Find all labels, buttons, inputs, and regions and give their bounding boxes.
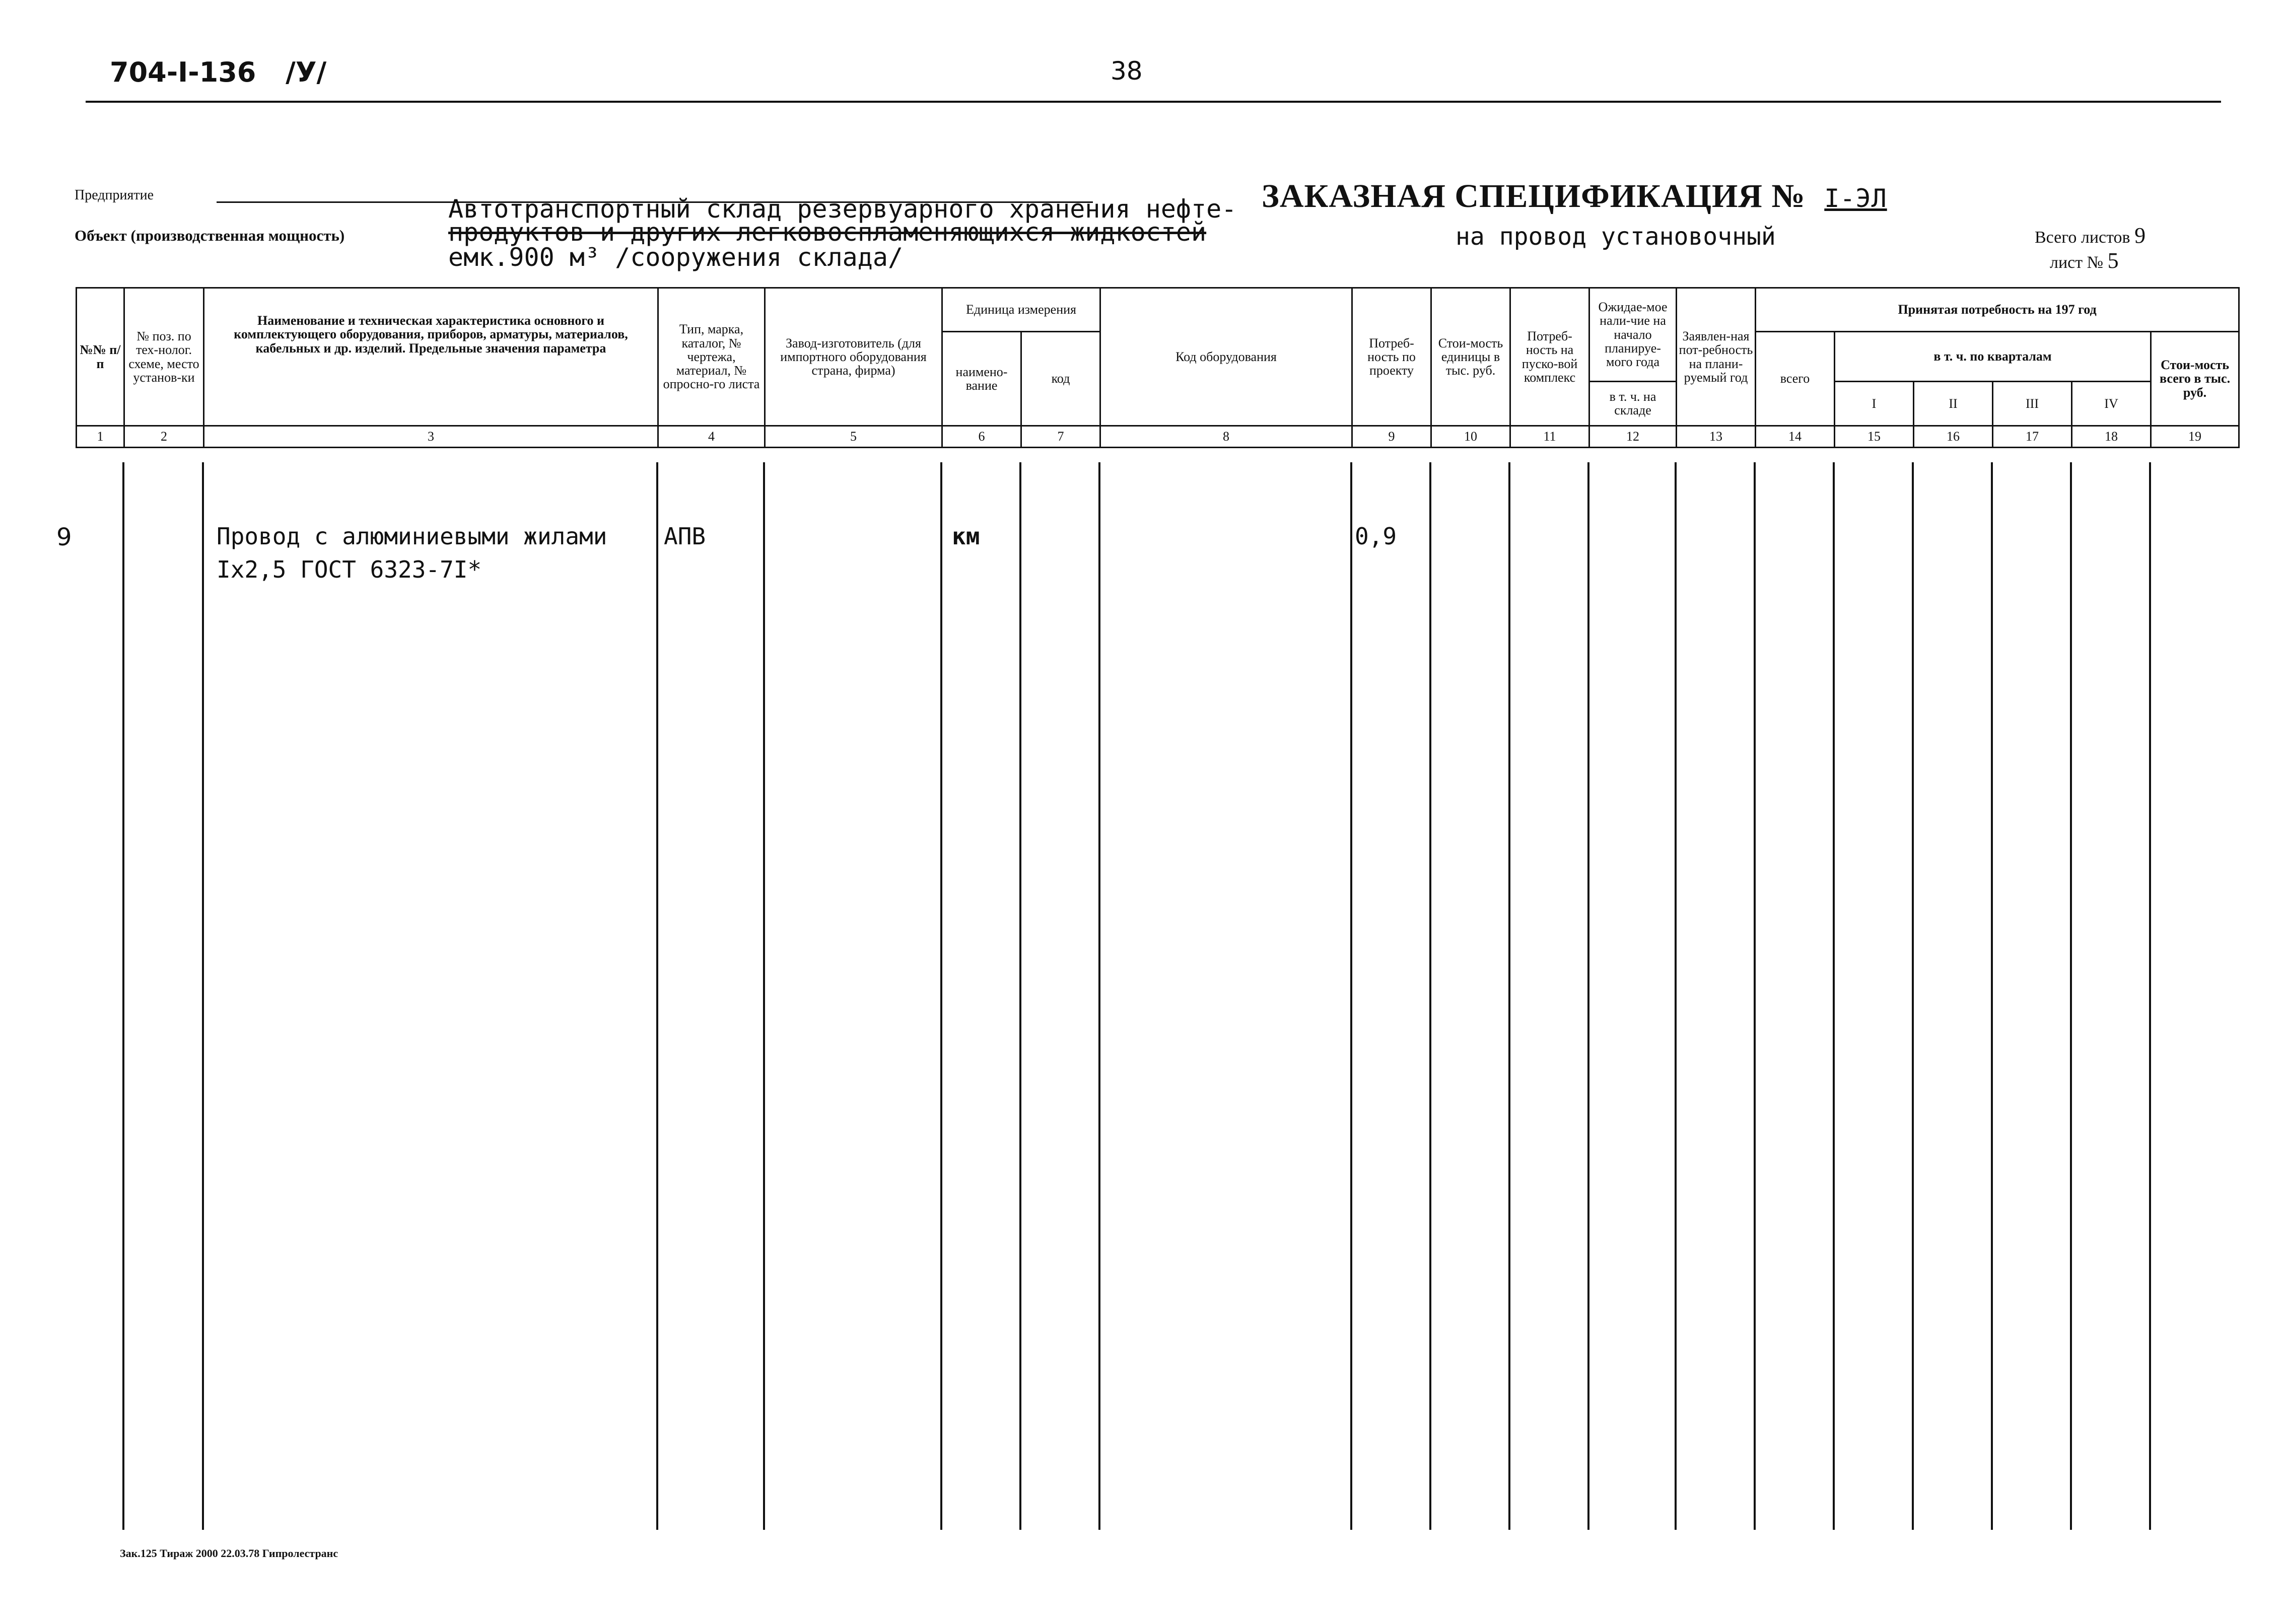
header-rule (86, 101, 2221, 103)
column-number: 1 (77, 426, 124, 448)
column-number: 17 (1993, 426, 2072, 448)
enterprise-label: Предприятие (75, 187, 154, 203)
col-header-3: Наименование и техническая характеристика основного и комплектующего оборудования, приборов, арматуры, материалов, кабельных и др. изделий. Предельные значения параметра (204, 288, 658, 426)
column-number: 4 (658, 426, 765, 448)
col-header-8: Код оборудования (1100, 288, 1352, 426)
column-number: 5 (765, 426, 942, 448)
quarters-group-header: в т. ч. по кварталам (1835, 332, 2151, 382)
item-need: 0,9 (1355, 523, 1397, 550)
document-part: /У/ (286, 56, 327, 88)
column-number: 10 (1431, 426, 1510, 448)
quarter-3-header: III (1993, 381, 2072, 426)
page-number: 38 (1111, 56, 1143, 86)
col-header-12-top: Ожидае-мое нали-чие на начало планируе-мого года (1589, 288, 1677, 382)
column-number: 16 (1914, 426, 1993, 448)
column-number: 14 (1756, 426, 1835, 448)
column-number: 3 (204, 426, 658, 448)
row-number: 9 (56, 523, 72, 551)
item-name-line-1: Провод с алюминиевыми жилами (217, 523, 607, 550)
item-name-line-2: Iх2,5 ГОСТ 6323-7I* (217, 556, 482, 583)
object-label: Объект (производственная мощность) (75, 227, 345, 244)
print-note: Зак.125 Тираж 2000 22.03.78 Гипролестранс (120, 1547, 338, 1560)
sheet-label: лист № (2050, 253, 2104, 272)
column-number: 6 (942, 426, 1021, 448)
col-header-6: наимено-вание (942, 332, 1021, 426)
spec-table-header (76, 287, 2240, 448)
quarter-4-header: IV (2072, 381, 2151, 426)
col-header-5: Завод-изготовитель (для импортного оборудования страна, фирма) (765, 288, 942, 426)
column-number: 7 (1021, 426, 1100, 448)
object-line-2: продуктов и других легковоспламеняющихся жидкостей (448, 218, 1207, 247)
col-header-19: Стои-мость всего в тыс. руб. (2151, 332, 2239, 426)
col-header-7: код (1021, 332, 1100, 426)
col-header-4: Тип, марка, каталог, № чертежа, материал, № опросно-го листа (658, 288, 765, 426)
column-number: 18 (2072, 426, 2151, 448)
column-number: 11 (1510, 426, 1589, 448)
quarter-2-header: II (1914, 381, 1993, 426)
spec-title: ЗАКАЗНАЯ СПЕЦИФИКАЦИЯ № (1262, 178, 1806, 215)
item-type: АПВ (664, 523, 706, 550)
total-sheets-label: Всего листов (2035, 228, 2130, 247)
column-number: 19 (2151, 426, 2239, 448)
object-line-3: емк.900 м³ /сооружения склада/ (448, 243, 904, 272)
spec-subtitle: на провод установочный (1456, 223, 1776, 251)
col-header-12-bottom: в т. ч. на складе (1589, 381, 1677, 426)
sheet-value: 5 (2107, 248, 2119, 273)
col-header-9: Потреб-ность по проекту (1352, 288, 1431, 426)
col-header-13: Заявлен-ная пот-ребность на плани-руемый год (1677, 288, 1756, 426)
accepted-group-header: Принятая потребность на 197 год (1756, 288, 2239, 332)
item-unit: км (952, 523, 980, 550)
col-header-10: Стои-мость единицы в тыс. руб. (1431, 288, 1510, 426)
column-number: 12 (1589, 426, 1677, 448)
document-code: 704-I-136 (110, 56, 256, 88)
unit-group-header: Единица измерения (942, 288, 1100, 332)
object-line-1: Автотранспортный склад резервуарного хранения нефте- (448, 194, 1237, 224)
column-number: 2 (124, 426, 204, 448)
col-header-11: Потреб-ность на пуско-вой комплекс (1510, 288, 1589, 426)
column-number: 13 (1677, 426, 1756, 448)
column-number: 8 (1100, 426, 1352, 448)
col-header-14: всего (1756, 332, 1835, 426)
quarter-1-header: I (1835, 381, 1914, 426)
col-header-1: №№ п/п (77, 288, 124, 426)
col-header-2: № поз. по тех-нолог. схеме, место установ-ки (124, 288, 204, 426)
total-sheets-value: 9 (2134, 223, 2146, 248)
column-number: 15 (1835, 426, 1914, 448)
column-number-row (77, 426, 2239, 448)
spec-number: I-ЭЛ (1824, 184, 1887, 213)
column-number: 9 (1352, 426, 1431, 448)
